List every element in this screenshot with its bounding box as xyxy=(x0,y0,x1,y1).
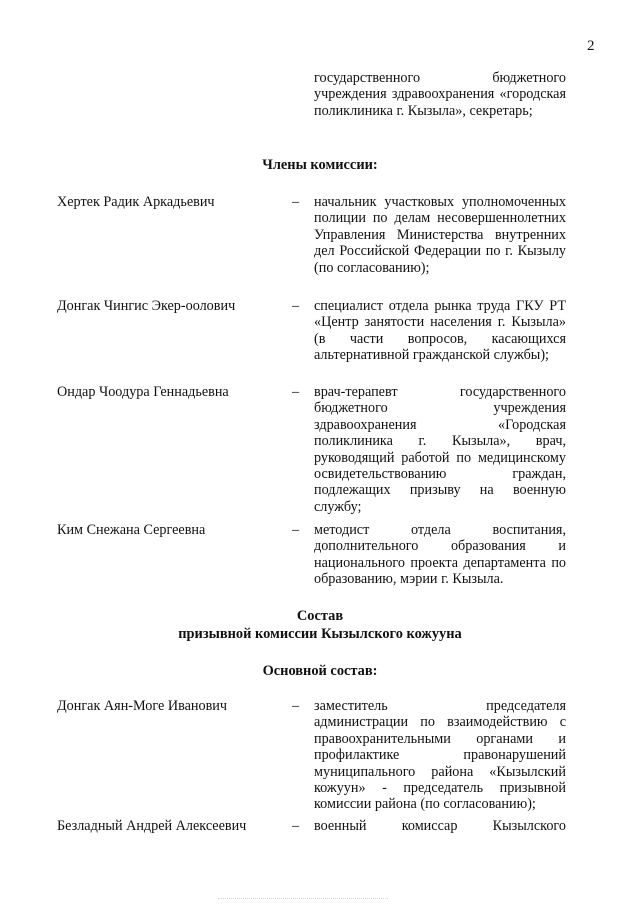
member-description: специалист отдела рынка труда ГКУ РТ «Центр занятости населения г. Кызыла» (в части вопросов, касающихся альтернативной гражданской службы); xyxy=(314,298,566,364)
member-description: методист отдела воспитания, дополнительного образования и национального проекта департамента по образованию, мэрии г. Кызыла. xyxy=(314,522,566,588)
members-heading: Члены комиссии: xyxy=(262,157,378,173)
main-composition-heading: Основной состав: xyxy=(262,663,378,679)
member-name: Донгак Чингис Экер-оолович xyxy=(57,298,236,314)
intro-text: государственного бюджетного учреждения здравоохранения «городская поликлиника г. Кызыла», секретарь; xyxy=(314,70,566,119)
member-dash: – xyxy=(292,522,300,538)
bleed-through-mark xyxy=(218,898,388,907)
member-dash: – xyxy=(292,298,300,314)
member-dash: – xyxy=(292,384,300,400)
member-name: Ким Снежана Сергеевна xyxy=(57,522,206,538)
member-description: начальник участковых уполномоченных полиции по делам несовершеннолетних Управления Министерства внутренних дел Российской Федерации по г. Кызылу (по согласованию); xyxy=(314,194,566,276)
main-member-description: заместитель председателя администрации по взаимодействию с правоохранительными органами и профилактике правонарушений муниципального района «Кызылский кожуун» - председатель призывной комиссии района (по согласованию); xyxy=(314,698,566,813)
main-member-dash: – xyxy=(292,818,300,834)
main-member-name: Донгак Аян-Моге Иванович xyxy=(57,698,228,714)
member-name: Хертек Радик Аркадьевич xyxy=(57,194,215,210)
member-description: врач-терапевт государственного бюджетного учреждения здравоохранения «Городская поликлиника г. Кызыла», врач, руководящий работой по медицинскому освидетельствованию граждан, подлежащих призыву на военную службу; xyxy=(314,384,566,515)
main-member-name: Безладный Андрей Алексеевич xyxy=(57,818,247,834)
composition-subheading: призывной комиссии Кызылского кожууна xyxy=(178,626,462,642)
member-dash: – xyxy=(292,194,300,210)
main-member-dash: – xyxy=(292,698,300,714)
composition-heading: Состав xyxy=(296,608,344,624)
main-member-description: военный комиссар Кызылского xyxy=(314,818,566,834)
member-name: Ондар Чоодура Геннадьевна xyxy=(57,384,229,400)
page-number: 2 xyxy=(587,38,595,54)
